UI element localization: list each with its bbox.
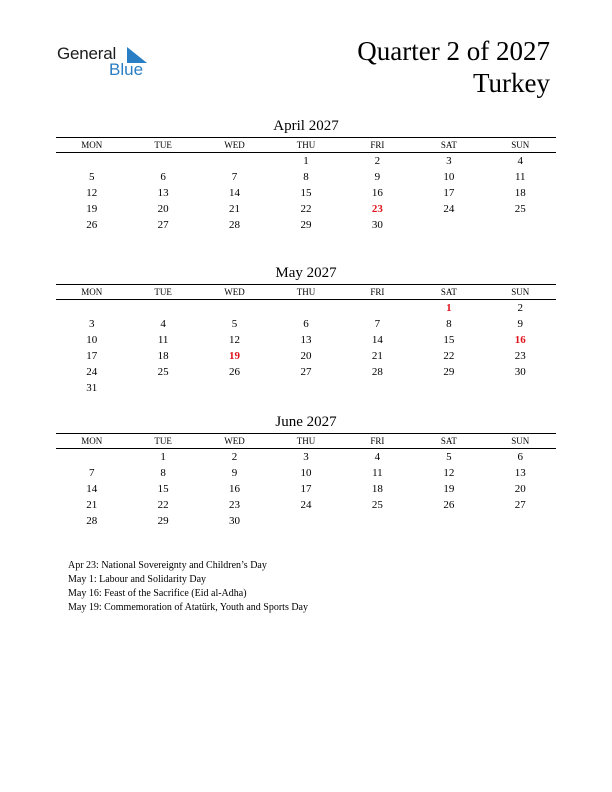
day-cell: 5 bbox=[231, 318, 238, 330]
week-row bbox=[56, 316, 556, 332]
day-cell: 14 bbox=[86, 483, 98, 495]
day-cell: 24 bbox=[443, 203, 455, 215]
empty-day-cell bbox=[127, 300, 198, 316]
empty-day-cell bbox=[342, 300, 413, 316]
day-cell: 19 bbox=[86, 203, 98, 215]
empty-day-cell bbox=[199, 300, 270, 316]
day-cell: 26 bbox=[443, 499, 455, 511]
weekday-label: MON bbox=[81, 140, 103, 150]
month-block bbox=[56, 413, 556, 529]
weekday-label: SAT bbox=[440, 140, 457, 150]
month-block bbox=[56, 117, 556, 233]
weekday-label: SAT bbox=[440, 436, 457, 446]
empty-day-cell bbox=[199, 380, 270, 396]
week-row bbox=[56, 348, 556, 364]
week-row bbox=[56, 380, 556, 396]
logo-text-blue: Blue bbox=[109, 60, 144, 79]
empty-day-cell bbox=[485, 217, 556, 233]
empty-day-cell bbox=[127, 380, 198, 396]
day-cell: 15 bbox=[300, 187, 312, 199]
empty-day-cell bbox=[270, 513, 341, 529]
day-cell: 20 bbox=[514, 483, 526, 495]
day-cell: 12 bbox=[86, 187, 98, 199]
weekday-header bbox=[56, 284, 556, 300]
day-cell: 12 bbox=[443, 467, 455, 479]
empty-day-cell bbox=[413, 380, 484, 396]
day-cell: 8 bbox=[160, 467, 166, 479]
holiday-day-cell: 19 bbox=[229, 350, 241, 362]
day-cell: 17 bbox=[443, 187, 455, 199]
holiday-day-cell: 16 bbox=[514, 334, 526, 346]
week-row bbox=[56, 201, 556, 217]
weekday-label: THU bbox=[296, 436, 316, 446]
day-cell: 22 bbox=[300, 203, 312, 215]
day-cell: 2 bbox=[231, 451, 238, 463]
day-cell: 5 bbox=[88, 171, 95, 183]
weekday-label: SUN bbox=[511, 287, 530, 297]
day-cell: 26 bbox=[86, 219, 98, 231]
day-cell: 25 bbox=[157, 366, 169, 378]
weekday-label: SAT bbox=[440, 287, 457, 297]
empty-day-cell bbox=[342, 513, 413, 529]
weekday-label: TUE bbox=[154, 287, 172, 297]
day-cell: 6 bbox=[160, 171, 166, 183]
week-row bbox=[56, 332, 556, 348]
empty-day-cell bbox=[485, 380, 556, 396]
day-cell: 15 bbox=[157, 483, 169, 495]
day-cell: 7 bbox=[231, 171, 238, 183]
day-cell: 14 bbox=[229, 187, 241, 199]
empty-day-cell bbox=[127, 153, 198, 169]
weekday-label: WED bbox=[224, 287, 245, 297]
page-title: Quarter 2 of 2027 bbox=[357, 36, 550, 66]
day-cell: 30 bbox=[371, 219, 383, 231]
day-cell: 25 bbox=[371, 499, 383, 511]
weekday-label: THU bbox=[296, 140, 316, 150]
month-title: June 2027 bbox=[275, 414, 337, 430]
weekday-label: SUN bbox=[511, 140, 530, 150]
day-cell: 6 bbox=[303, 318, 309, 330]
month-title: April 2027 bbox=[273, 118, 339, 134]
day-cell: 29 bbox=[443, 366, 455, 378]
day-cell: 30 bbox=[514, 366, 526, 378]
day-cell: 25 bbox=[514, 203, 526, 215]
week-row bbox=[56, 153, 556, 169]
empty-day-cell bbox=[413, 217, 484, 233]
day-cell: 27 bbox=[157, 219, 169, 231]
day-cell: 17 bbox=[300, 483, 312, 495]
week-row bbox=[56, 449, 556, 465]
week-row bbox=[56, 364, 556, 380]
day-cell: 18 bbox=[514, 187, 526, 199]
day-cell: 11 bbox=[372, 467, 383, 479]
empty-day-cell bbox=[342, 380, 413, 396]
day-cell: 3 bbox=[88, 318, 95, 330]
day-cell: 24 bbox=[86, 366, 98, 378]
day-cell: 23 bbox=[514, 350, 526, 362]
holiday-day-cell: 23 bbox=[371, 203, 383, 215]
day-cell: 20 bbox=[157, 203, 169, 215]
weekday-label: MON bbox=[81, 436, 103, 446]
week-row bbox=[56, 300, 556, 316]
empty-day-cell bbox=[270, 380, 341, 396]
week-row bbox=[56, 497, 556, 513]
day-cell: 17 bbox=[86, 350, 98, 362]
day-cell: 4 bbox=[517, 155, 523, 167]
day-cell: 11 bbox=[157, 334, 169, 346]
day-cell: 16 bbox=[229, 483, 241, 495]
holiday-note: May 1: Labour and Solidarity Day bbox=[68, 574, 207, 585]
day-cell: 15 bbox=[443, 334, 455, 346]
weekday-label: THU bbox=[296, 287, 316, 297]
empty-day-cell bbox=[485, 513, 556, 529]
day-cell: 13 bbox=[300, 334, 312, 346]
day-cell: 27 bbox=[300, 366, 312, 378]
weekday-header bbox=[56, 433, 556, 449]
month-block bbox=[56, 264, 556, 396]
logo-text-general: General bbox=[57, 44, 117, 63]
day-cell: 28 bbox=[86, 515, 98, 527]
day-cell: 14 bbox=[371, 334, 383, 346]
week-row bbox=[56, 513, 556, 529]
empty-day-cell bbox=[56, 153, 127, 169]
day-cell: 21 bbox=[229, 203, 241, 215]
weekday-label: TUE bbox=[154, 436, 172, 446]
day-cell: 21 bbox=[86, 499, 98, 511]
month-title: May 2027 bbox=[275, 265, 337, 281]
week-row bbox=[56, 465, 556, 481]
weekday-label: WED bbox=[224, 436, 245, 446]
day-cell: 9 bbox=[517, 318, 523, 330]
day-cell: 19 bbox=[443, 483, 455, 495]
empty-day-cell bbox=[56, 449, 127, 465]
day-cell: 10 bbox=[86, 334, 98, 346]
day-cell: 9 bbox=[231, 467, 238, 479]
holiday-note: May 19: Commemoration of Atatürk, Youth and Sports Day bbox=[68, 602, 308, 613]
holiday-note: Apr 23: National Sovereignty and Children’s Day bbox=[68, 560, 267, 571]
weekday-label: SUN bbox=[511, 436, 530, 446]
empty-day-cell bbox=[270, 300, 341, 316]
day-cell: 13 bbox=[514, 467, 526, 479]
day-cell: 28 bbox=[229, 219, 241, 231]
holiday-notes bbox=[68, 559, 308, 615]
week-row bbox=[56, 185, 556, 201]
day-cell: 1 bbox=[303, 155, 309, 167]
country-title: Turkey bbox=[472, 68, 550, 98]
day-cell: 26 bbox=[229, 366, 241, 378]
weekday-label: MON bbox=[81, 287, 103, 297]
day-cell: 7 bbox=[88, 467, 95, 479]
empty-day-cell bbox=[56, 300, 127, 316]
generalblue-logo bbox=[57, 44, 167, 80]
day-cell: 10 bbox=[300, 467, 312, 479]
day-cell: 11 bbox=[514, 171, 526, 183]
day-cell: 20 bbox=[300, 350, 312, 362]
weekday-label: FRI bbox=[370, 140, 385, 150]
day-cell: 22 bbox=[443, 350, 455, 362]
day-cell: 4 bbox=[160, 318, 166, 330]
day-cell: 23 bbox=[229, 499, 241, 511]
day-cell: 2 bbox=[374, 155, 381, 167]
empty-day-cell bbox=[199, 153, 270, 169]
day-cell: 22 bbox=[157, 499, 169, 511]
day-cell: 28 bbox=[371, 366, 383, 378]
day-cell: 8 bbox=[446, 318, 452, 330]
week-row bbox=[56, 169, 556, 185]
day-cell: 29 bbox=[300, 219, 312, 231]
day-cell: 7 bbox=[374, 318, 381, 330]
day-cell: 29 bbox=[157, 515, 169, 527]
day-cell: 3 bbox=[303, 451, 309, 463]
weekday-label: TUE bbox=[154, 140, 172, 150]
day-cell: 24 bbox=[300, 499, 312, 511]
day-cell: 3 bbox=[446, 155, 452, 167]
holiday-note: May 16: Feast of the Sacrifice (Eid al-Adha) bbox=[68, 588, 247, 599]
day-cell: 30 bbox=[229, 515, 241, 527]
day-cell: 10 bbox=[443, 171, 455, 183]
day-cell: 8 bbox=[303, 171, 309, 183]
empty-day-cell bbox=[413, 513, 484, 529]
day-cell: 13 bbox=[157, 187, 169, 199]
day-cell: 12 bbox=[229, 334, 241, 346]
day-cell: 16 bbox=[371, 187, 383, 199]
week-row bbox=[56, 481, 556, 497]
day-cell: 27 bbox=[514, 499, 526, 511]
day-cell: 2 bbox=[517, 302, 523, 314]
day-cell: 31 bbox=[86, 382, 98, 394]
day-cell: 5 bbox=[446, 451, 452, 463]
holiday-day-cell: 1 bbox=[446, 302, 452, 314]
day-cell: 9 bbox=[374, 171, 381, 183]
weekday-label: FRI bbox=[370, 287, 385, 297]
weekday-label: FRI bbox=[370, 436, 385, 446]
weekday-label: WED bbox=[224, 140, 245, 150]
week-row bbox=[56, 217, 556, 233]
day-cell: 1 bbox=[160, 451, 166, 463]
day-cell: 18 bbox=[157, 350, 169, 362]
day-cell: 4 bbox=[374, 451, 381, 463]
weekday-header bbox=[56, 137, 556, 153]
day-cell: 6 bbox=[517, 451, 523, 463]
day-cell: 21 bbox=[371, 350, 383, 362]
day-cell: 18 bbox=[371, 483, 383, 495]
